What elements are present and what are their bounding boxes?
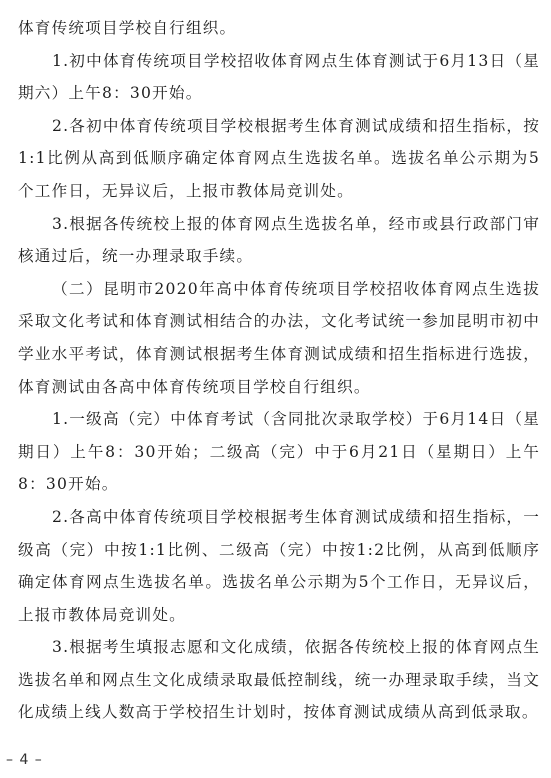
page-number: – 4 –: [6, 752, 43, 768]
paragraph-junior-admission: 3.根据各传统校上报的体育网点生选拔名单，经市或县行政部门审核通过后，统一办理录取手续。: [18, 214, 540, 266]
paragraph-continuation: 体育传统项目学校自行组织。: [18, 19, 237, 37]
paragraph-senior-selection-list: 2.各高中体育传统项目学校根据考生体育测试成绩和招生指标，一级高（完）中按1:1比例、二级高（完）中按1:2比例，从高到低顺序确定体育网点生选拔名单。选拔名单公示期为5个工作日，无异议后，上报市教体局竞训处。: [18, 507, 540, 624]
document-body: [18, 12, 540, 729]
paragraph-junior-test-date: 1.初中体育传统项目学校招收体育网点生体育测试于6月13日（星期六）上午8：30开始。: [18, 51, 540, 103]
paragraph-junior-selection-list: 2.各初中体育传统项目学校根据考生体育测试成绩和招生指标，按1:1比例从高到低顺序确定体育网点生选拔名单。选拔名单公示期为5个工作日，无异议后，上报市教体局竞训处。: [18, 116, 540, 200]
paragraph-senior-test-dates: 1.一级高（完）中体育考试（含同批次录取学校）于6月14日（星期日）上午8：30开始；二级高（完）中于6月21日（星期日）上午8：30开始。: [18, 410, 540, 494]
paragraph-senior-section-heading: （二）昆明市2020年高中体育传统项目学校招收体育网点生选拔采取文化考试和体育测试相结合的办法，文化考试统一参加昆明市初中学业水平考试，体育测试根据考生体育测试成绩和招生指标进行选拔，体育测试由各高中体育传统项目学校自行组织。: [18, 279, 540, 396]
paragraph-senior-admission: 3.根据考生填报志愿和文化成绩，依据各传统校上报的体育网点生选拔名单和网点生文化成绩录取最低控制线，统一办理录取手续，当文化成绩上线人数高于学校招生计划时，按体育测试成绩从高到低录取。: [18, 638, 540, 722]
